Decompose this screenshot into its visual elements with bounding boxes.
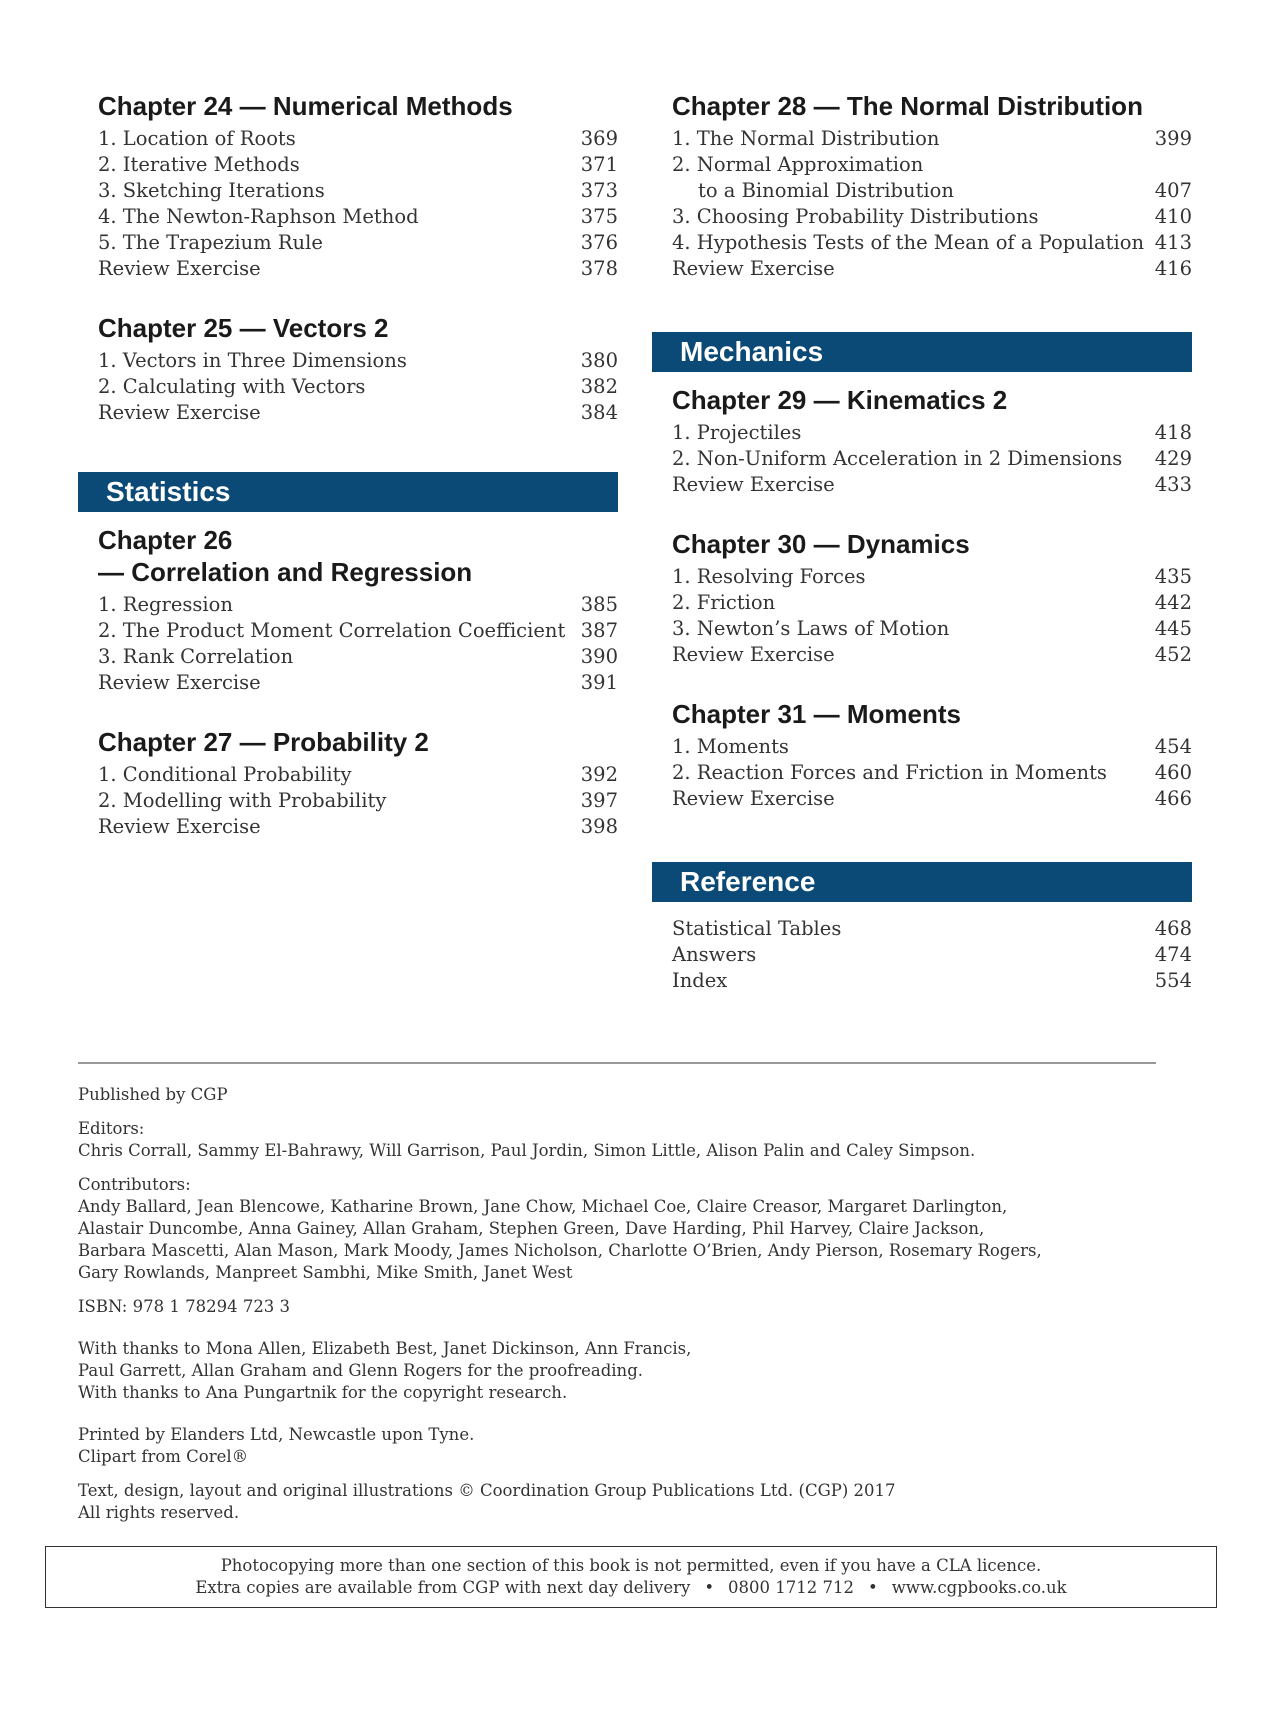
contributors — [78, 1174, 1158, 1284]
bullet-icon: • — [704, 1578, 715, 1597]
contributors-line: Alastair Duncombe, Anna Gainey, Allan Graham, Stephen Green, Dave Harding, Phil Harvey, Claire Jackson, — [78, 1219, 985, 1238]
toc-entry — [98, 178, 618, 204]
chapter-24-title: Chapter 24 — Numerical Methods — [98, 91, 513, 121]
toc-entry — [98, 374, 618, 400]
reference-list — [672, 916, 1192, 994]
toc-entry — [672, 152, 1192, 178]
toc-entry — [98, 400, 618, 426]
notice-delivery-text: Extra copies are available from CGP with next day delivery — [195, 1578, 691, 1597]
rights-reserved: All rights reserved. — [78, 1503, 240, 1522]
toc-right-column — [672, 90, 1192, 1024]
chapter-27-title: Chapter 27 — Probability 2 — [98, 727, 429, 757]
toc-entry-label: 1. Vectors in Three Dimensions — [98, 349, 407, 372]
toc-entry — [98, 256, 618, 282]
toc-entry-label: 1. Projectiles — [672, 421, 802, 444]
toc-entry — [672, 420, 1192, 446]
toc-entry-page: 382 — [580, 375, 618, 398]
toc-entry-label: 2. Friction — [672, 591, 776, 614]
chapter-24-entries — [98, 126, 618, 282]
notice-line2 — [46, 1577, 1216, 1599]
toc-entry — [98, 204, 618, 230]
chapter-31-entries — [672, 734, 1192, 812]
toc-entry-page: 468 — [1154, 917, 1192, 940]
toc-entry-page: 454 — [1154, 735, 1192, 758]
mechanics-section-bar: Mechanics — [652, 332, 1192, 372]
toc-entry — [98, 152, 618, 178]
divider-rule — [78, 1062, 1156, 1064]
toc-entry — [672, 916, 1192, 942]
toc-entry-label: Statistical Tables — [672, 917, 842, 940]
toc-entry-label: 2. Non-Uniform Acceleration in 2 Dimensions — [672, 447, 1123, 470]
chapter-28-title: Chapter 28 — The Normal Distribution — [672, 91, 1143, 121]
toc-entry — [672, 472, 1192, 498]
toc-entry — [672, 564, 1192, 590]
chapter-27-entries — [98, 762, 618, 840]
chapter-30-title: Chapter 30 — Dynamics — [672, 529, 970, 559]
toc-entry-label: 2. Calculating with Vectors — [98, 375, 366, 398]
isbn: ISBN: 978 1 78294 723 3 — [78, 1297, 291, 1316]
toc-entry — [672, 642, 1192, 668]
imprint-block — [78, 1084, 1158, 1536]
toc-entry-label: Answers — [672, 943, 757, 966]
toc-entry-page: 433 — [1154, 473, 1192, 496]
toc-entry — [98, 230, 618, 256]
photocopy-notice-box — [45, 1546, 1217, 1608]
toc-entry — [98, 814, 618, 840]
thanks — [78, 1338, 1158, 1404]
toc-entry-label: Review Exercise — [672, 473, 835, 496]
toc-entry-label: 3. Newton’s Laws of Motion — [672, 617, 950, 640]
bullet-icon: • — [868, 1578, 878, 1597]
chapter-28-entries — [672, 126, 1192, 282]
toc-entry-page: 369 — [580, 127, 618, 150]
chapter-26-title-line2: — Correlation and Regression — [98, 557, 473, 587]
toc-entry-page: 418 — [1154, 421, 1192, 444]
toc-entry-label: Index — [672, 969, 728, 992]
toc-entry-label: 2. The Product Moment Correlation Coefficient — [98, 619, 566, 642]
toc-entry-label: 4. Hypothesis Tests of the Mean of a Population — [672, 231, 1145, 254]
toc-entry-page: 442 — [1154, 591, 1192, 614]
toc-entry — [672, 734, 1192, 760]
notice-line1: Photocopying more than one section of this book is not permitted, even if you have a CLA licence. — [220, 1556, 1042, 1575]
toc-entry — [672, 230, 1192, 256]
toc-entry — [98, 126, 618, 152]
toc-entry — [98, 670, 618, 696]
toc-entry-page: 373 — [580, 179, 618, 202]
chapter-29-entries — [672, 420, 1192, 498]
toc-entry-label: 3. Rank Correlation — [98, 645, 294, 668]
toc-entry-label: 5. The Trapezium Rule — [98, 231, 323, 254]
toc-entry — [98, 644, 618, 670]
contributors-line: Gary Rowlands, Manpreet Sambhi, Mike Smith, Janet West — [78, 1263, 573, 1282]
editors-names: Chris Corrall, Sammy El-Bahrawy, Will Garrison, Paul Jordin, Simon Little, Alison Palin and Caley Simpson. — [78, 1141, 976, 1160]
thanks-line: With thanks to Mona Allen, Elizabeth Best, Janet Dickinson, Ann Francis, — [78, 1339, 692, 1358]
toc-entry-page: 391 — [580, 671, 618, 694]
toc-entry — [672, 942, 1192, 968]
chapter-26-entries — [98, 592, 618, 696]
toc-entry-label: 2. Normal Approximation — [672, 153, 924, 176]
toc-entry-page: 413 — [1154, 231, 1192, 254]
toc-entry-page: 435 — [1154, 565, 1192, 588]
toc-entry-label: Review Exercise — [98, 401, 261, 424]
toc-left-column — [98, 90, 618, 870]
chapter-31 — [672, 698, 1192, 812]
toc-entry-page: 378 — [580, 257, 618, 280]
reference-section-bar: Reference — [652, 862, 1192, 902]
chapter-26 — [98, 524, 618, 696]
toc-entry-label: to a Binomial Distribution — [698, 179, 954, 202]
toc-entry-label: 4. The Newton-Raphson Method — [98, 205, 419, 228]
chapter-30 — [672, 528, 1192, 668]
chapter-31-title: Chapter 31 — Moments — [672, 699, 961, 729]
toc-entry-page: 445 — [1154, 617, 1192, 640]
editors-label: Editors: — [78, 1119, 145, 1138]
toc-entry-label: 1. Conditional Probability — [98, 763, 352, 786]
toc-entry — [672, 616, 1192, 642]
toc-entry-label: Review Exercise — [672, 787, 835, 810]
clipart-credit: Clipart from Corel® — [78, 1447, 249, 1466]
toc-entry — [98, 788, 618, 814]
toc-entry-label: 2. Reaction Forces and Friction in Moments — [672, 761, 1107, 784]
copyright-line: Text, design, layout and original illustrations © Coordination Group Publications Ltd. (CGP) 2017 — [78, 1481, 896, 1500]
chapter-25-entries — [98, 348, 618, 426]
toc-entry-page: 371 — [580, 153, 618, 176]
toc-entry — [672, 786, 1192, 812]
notice-website[interactable]: www.cgpbooks.co.uk — [891, 1578, 1067, 1597]
toc-entry-page: 399 — [1154, 127, 1192, 150]
toc-entry — [672, 178, 1192, 204]
printer — [78, 1424, 1158, 1468]
toc-entry — [672, 446, 1192, 472]
toc-entry-label: 1. Regression — [98, 593, 233, 616]
chapter-24 — [98, 90, 618, 282]
printed-by: Printed by Elanders Ltd, Newcastle upon Tyne. — [78, 1425, 475, 1444]
toc-entry-page: 375 — [580, 205, 618, 228]
chapter-25 — [98, 312, 618, 426]
toc-entry-label: Review Exercise — [672, 257, 835, 280]
toc-entry-label: 1. The Normal Distribution — [672, 127, 940, 150]
toc-entry-label: 3. Sketching Iterations — [98, 179, 325, 202]
toc-entry — [672, 968, 1192, 994]
toc-entry-page: 384 — [580, 401, 618, 424]
chapter-26-title-line1: Chapter 26 — [98, 525, 233, 555]
toc-entry-page: 376 — [580, 231, 618, 254]
toc-entry-label: Review Exercise — [98, 257, 261, 280]
toc-entry-label: Review Exercise — [98, 671, 261, 694]
contributors-label: Contributors: — [78, 1175, 191, 1194]
toc-entry-page: 554 — [1154, 969, 1192, 992]
notice-phone: 0800 1712 712 — [728, 1578, 855, 1597]
contributors-line: Andy Ballard, Jean Blencowe, Katharine Brown, Jane Chow, Michael Coe, Claire Creasor, Margaret Darlington, — [78, 1197, 1008, 1216]
toc-entry-page — [1184, 152, 1192, 178]
toc-entry-page: 410 — [1154, 205, 1192, 228]
toc-entry-page: 407 — [1154, 179, 1192, 202]
toc-entry — [672, 760, 1192, 786]
editors — [78, 1118, 1158, 1162]
toc-entry-label: 2. Iterative Methods — [98, 153, 300, 176]
contributors-line: Barbara Mascetti, Alan Mason, Mark Moody, James Nicholson, Charlotte O’Brien, Andy Pierson, Rosemary Rogers, — [78, 1241, 1042, 1260]
toc-entry-label: 1. Moments — [672, 735, 789, 758]
chapter-25-title: Chapter 25 — Vectors 2 — [98, 313, 389, 343]
toc-entry — [672, 126, 1192, 152]
toc-entry-label: 1. Resolving Forces — [672, 565, 866, 588]
copyright — [78, 1480, 1158, 1524]
toc-entry-page: 474 — [1154, 943, 1192, 966]
chapter-26-title — [98, 524, 618, 588]
chapter-29 — [672, 384, 1192, 498]
toc-entry-page: 392 — [580, 763, 618, 786]
toc-entry-page: 452 — [1154, 643, 1192, 666]
toc-entry-label: Review Exercise — [98, 815, 261, 838]
toc-entry — [98, 592, 618, 618]
toc-entry-page: 466 — [1154, 787, 1192, 810]
chapter-28 — [672, 90, 1192, 282]
toc-entry-page: 398 — [580, 815, 618, 838]
toc-entry — [672, 590, 1192, 616]
toc-entry-page: 429 — [1154, 447, 1192, 470]
toc-entry-label: Review Exercise — [672, 643, 835, 666]
toc-entry-page: 380 — [580, 349, 618, 372]
toc-entry — [672, 256, 1192, 282]
toc-entry — [672, 204, 1192, 230]
toc-entry-label: 1. Location of Roots — [98, 127, 296, 150]
thanks-line: With thanks to Ana Pungartnik for the copyright research. — [78, 1383, 568, 1402]
toc-entry-page: 385 — [580, 593, 618, 616]
statistics-section-bar: Statistics — [78, 472, 618, 512]
toc-entry-page: 460 — [1154, 761, 1192, 784]
toc-entry — [98, 762, 618, 788]
toc-entry-page: 416 — [1154, 257, 1192, 280]
toc-entry — [98, 618, 618, 644]
thanks-line: Paul Garrett, Allan Graham and Glenn Rogers for the proofreading. — [78, 1361, 643, 1380]
toc-entry-page: 397 — [580, 789, 618, 812]
toc-entry-label: 2. Modelling with Probability — [98, 789, 387, 812]
toc-entry-label: 3. Choosing Probability Distributions — [672, 205, 1039, 228]
toc-entry-page: 387 — [580, 619, 618, 642]
reference-entries — [672, 916, 1192, 994]
toc-entry-page: 390 — [580, 645, 618, 668]
chapter-27 — [98, 726, 618, 840]
chapter-29-title: Chapter 29 — Kinematics 2 — [672, 385, 1008, 415]
toc-entry — [98, 348, 618, 374]
chapter-30-entries — [672, 564, 1192, 668]
published-by: Published by CGP — [78, 1085, 228, 1104]
